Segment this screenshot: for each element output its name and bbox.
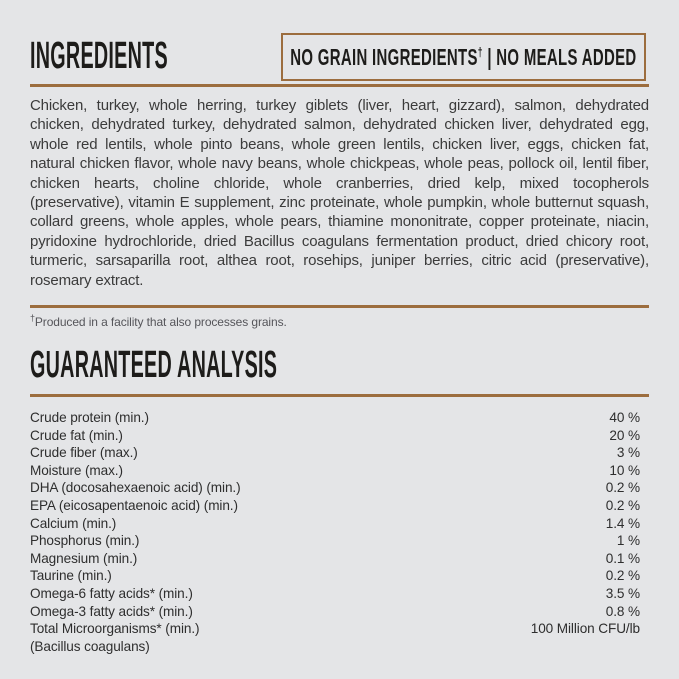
table-row (30, 603, 649, 621)
row-label: Calcium (min.) (30, 515, 117, 531)
row-value: 100 Million CFU/lb (530, 621, 640, 637)
row-label: DHA (docosahexaenoic acid) (min.) (30, 480, 241, 496)
ingredients-list-text: Chicken, turkey, whole herring, turkey giblets (liver, heart, gizzard), salmon, dehydrated chicken, dehydrated turkey, dehydrated salmon, dehydrated chicken liver, dehydrated egg, whole red lentils, whole pinto beans, whole green lentils, chicken liver, eggs, chicken fat, natural chicken flavor, whole navy beans, whole chickpeas, whole peas, pollock oil, lentil fiber, chicken hearts, choline chloride, whole cranberries, dried kelp, mixed tocopherols (preservative), vitamin E supplement, zinc proteinate, whole pumpkin, whole butternut squash, collard greens, whole apples, whole pears, thiamine mononitrate, copper proteinate, niacin, pyridoxine hydrochloride, dried Bacillus coagulans fermentation product, dried chicory root, turmeric, sarsaparilla root, althea root, rosehips, juniper berries, citric acid (preservative), rosemary extract. (30, 97, 649, 289)
table-row (30, 585, 649, 603)
row-value: 40 % (609, 410, 640, 426)
row-label: Moisture (max.) (30, 462, 123, 478)
table-row (30, 444, 649, 462)
table-row (30, 567, 649, 585)
row-label: Crude fat (min.) (30, 427, 123, 443)
row-label: Magnesium (min.) (30, 550, 138, 566)
table-row (30, 620, 649, 638)
badge-dagger: † (477, 43, 483, 59)
guaranteed-analysis-header (30, 346, 649, 397)
row-value: 3.5 % (605, 586, 640, 601)
badge-right-text: NO MEALS ADDED (496, 43, 637, 70)
row-label: EPA (eicosapentaenoic acid) (min.) (30, 498, 238, 514)
footnote-dagger: † (30, 313, 35, 324)
table-row (30, 427, 649, 445)
row-value (640, 638, 649, 656)
table-row (30, 515, 649, 533)
row-value: 0.2 % (605, 568, 640, 584)
label-content (30, 0, 649, 655)
ingredients-title-text: INGREDIENTS (30, 35, 168, 77)
row-label: Omega-3 fatty acids* (min.) (30, 603, 193, 619)
row-value: 0.2 % (605, 498, 640, 514)
row-value: 20 % (609, 427, 640, 443)
row-label: Crude fiber (max.) (30, 445, 138, 461)
ingredients-header (30, 0, 649, 87)
row-label: (Bacillus coagulans) (30, 638, 150, 654)
row-value: 10 % (609, 462, 640, 478)
guaranteed-analysis-title (30, 344, 649, 387)
badge-separator: | (482, 43, 497, 70)
row-label: Omega-6 fatty acids* (min.) (30, 586, 193, 601)
grain-facility-footnote (30, 315, 649, 329)
row-label: Taurine (min.) (30, 568, 112, 584)
table-row (30, 532, 649, 550)
no-grain-badge-text (290, 43, 637, 70)
divider-rule (30, 305, 649, 308)
badge-left-text: NO GRAIN INGREDIENTS (290, 43, 478, 70)
table-row (30, 497, 649, 515)
guaranteed-analysis-title-text: GUARANTEED ANALYSIS (30, 344, 278, 387)
row-value: 1.4 % (605, 515, 640, 531)
table-row (30, 409, 649, 427)
row-value: 0.1 % (605, 550, 640, 566)
guaranteed-analysis-table (30, 409, 649, 655)
row-value: 0.2 % (605, 480, 640, 496)
row-value: 0.8 % (605, 603, 640, 619)
row-label: Crude protein (min.) (30, 410, 149, 426)
table-row (30, 638, 649, 656)
row-value: 3 % (616, 445, 640, 461)
row-label: Phosphorus (min.) (30, 533, 140, 549)
row-value: 1 % (616, 533, 640, 549)
table-row (30, 550, 649, 568)
ingredients-title (30, 37, 295, 75)
row-label: Total Microorganisms* (min.) (30, 621, 200, 637)
table-row (30, 479, 649, 497)
footnote-text: Produced in a facility that also processes grains. (34, 315, 287, 330)
table-row (30, 462, 649, 480)
no-grain-badge (281, 33, 646, 81)
